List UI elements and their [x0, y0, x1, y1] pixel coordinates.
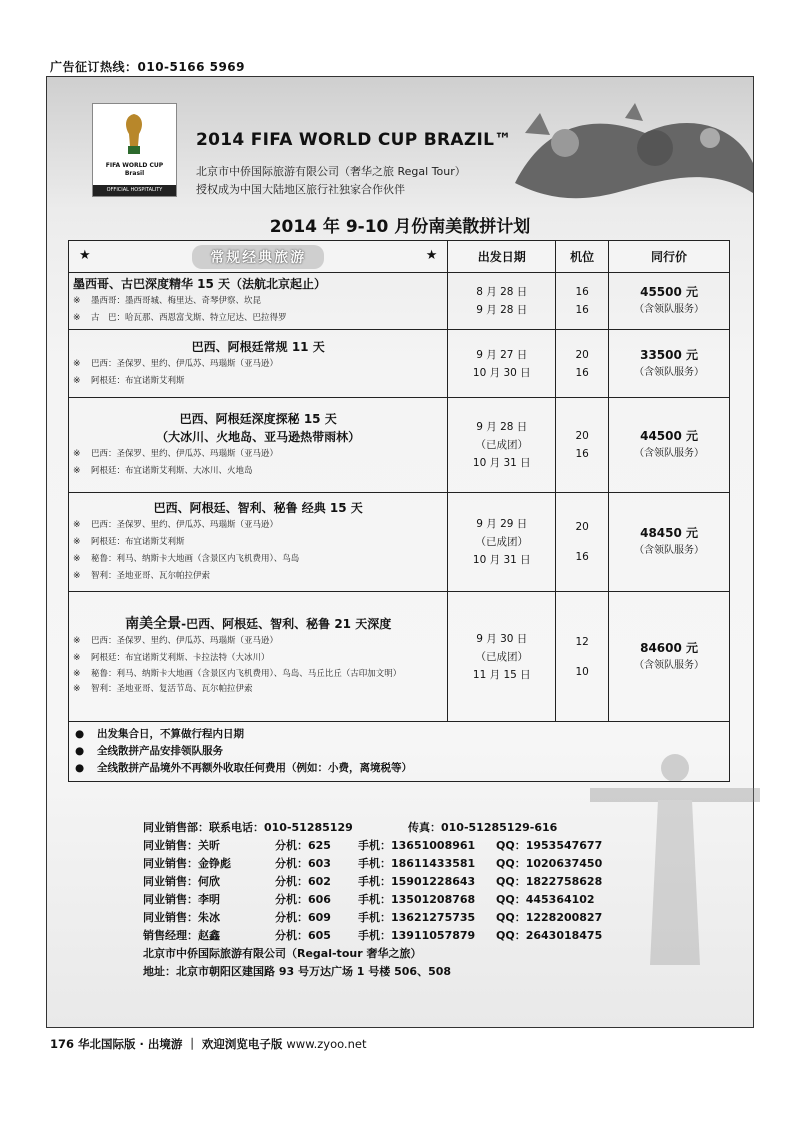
contact-row: 同业销售：朱冰 分机：609 手机：13621275735 QQ：1228200827 [143, 911, 603, 924]
world-cup-trophy-icon [121, 112, 147, 156]
city-line: ※ 古 巴：哈瓦那、西恩富戈斯、特立尼达、巴拉得罗 [73, 313, 287, 323]
route-title: 巴西、阿根廷常规 11 天 [191, 339, 325, 354]
table-header-row [69, 241, 730, 273]
logo-text-fifa: FIFA WORLD CUP [105, 162, 164, 169]
price-cell: 44500 元 （含领队服务） [609, 398, 730, 493]
route-cell [69, 592, 448, 722]
note-item: ● 出发集合日，不算做行程内日期 [75, 728, 244, 740]
dept-fax: 传真：010-51285129-616 [408, 821, 558, 834]
notes-row [69, 722, 730, 782]
contact-row: 同业销售：金铮彪 分机：603 手机：18611433581 QQ：1020637450 [143, 857, 603, 870]
logo-band: OFFICIAL HOSPITALITY [93, 185, 176, 196]
company-line: 北京市中侨国际旅游有限公司（奢华之旅 Regal Tour） [196, 165, 466, 178]
city-line: ※ 秘鲁：利马、纳斯卡大地画（含景区内飞机费用）、鸟岛、马丘比丘（古印加文明） [73, 669, 402, 679]
category-banner: 常规经典旅游 [192, 245, 324, 269]
route-cell [69, 398, 448, 493]
star-icon: ★ [79, 248, 91, 263]
date-cell: 9 月 27 日 10 月 30 日 [448, 330, 556, 398]
partner-line: 授权成为中国大陆地区旅行社独家合作伙伴 [196, 183, 405, 196]
city-line: ※ 智利：圣地亚哥、复活节岛、瓦尔帕拉伊索 [73, 684, 253, 694]
seats-cell: 20 16 [556, 493, 609, 592]
route-cell [69, 273, 448, 330]
company-name: 北京市中侨国际旅游有限公司（Regal-tour 奢华之旅） [143, 947, 422, 960]
route-title: 巴西、阿根廷、智利、秘鲁 经典 15 天 [153, 501, 363, 515]
footer-url[interactable]: www.zyoo.net [286, 1037, 367, 1051]
contact-row: 同业销售：关昕 分机：625 手机：13651008961 QQ：1953547677 [143, 839, 603, 852]
contact-row: 同业销售：李明 分机：606 手机：13501208768 QQ：445364102 [143, 893, 595, 906]
company-address: 地址：北京市朝阳区建国路 93 号万达广场 1 号楼 506、508 [143, 965, 452, 978]
table-row [69, 493, 730, 592]
ad-hotline: 广告征订热线：010-5166 5969 [50, 60, 246, 74]
col-header-price: 同行价 [609, 241, 730, 273]
date-cell: 9 月 28 日 （已成团） 10 月 31 日 [448, 398, 556, 493]
table-row [69, 592, 730, 722]
col-header-seats: 机位 [556, 241, 609, 273]
table-row [69, 273, 730, 330]
price-cell: 84600 元 （含领队服务） [609, 592, 730, 722]
route-subtitle: （大冰川、火地岛、亚马逊热带雨林） [156, 430, 361, 444]
date-cell: 9 月 30 日 （已成团） 11 月 15 日 [448, 592, 556, 722]
notes-cell [69, 722, 730, 782]
contact-block [143, 819, 623, 981]
footer-text: 176 华北国际版 · 出境游 ｜ 欢迎浏览电子版 [50, 1037, 287, 1051]
date-cell: 9 月 29 日 （已成团） 10 月 31 日 [448, 493, 556, 592]
city-line: ※ 阿根廷：布宜诺斯艾利斯 [73, 375, 185, 386]
note-item: ● 全线散拼产品境外不再额外收取任何费用（例如：小费，离境税等） [75, 762, 412, 774]
route-title: 巴西、阿根廷深度探秘 15 天 [179, 412, 337, 426]
city-line: ※ 智利：圣地亚哥、瓦尔帕拉伊索 [73, 571, 211, 581]
fifa-logo [92, 103, 177, 197]
star-icon: ★ [425, 248, 438, 263]
city-line: ※ 阿根廷：布宜诺斯艾利斯、卡拉法特（大冰川） [73, 653, 270, 663]
city-line: ※ 巴西：圣保罗、里约、伊瓜苏、玛瑙斯（亚马逊） [73, 358, 279, 369]
plan-title: 2014 年 9-10 月份南美散拼计划 [269, 217, 531, 237]
city-line: ※ 巴西：圣保罗、里约、伊瓜苏、玛瑙斯（亚马逊） [73, 636, 279, 646]
city-line: ※ 巴西：圣保罗、里约、伊瓜苏、玛瑙斯（亚马逊） [73, 449, 279, 459]
price-cell: 33500 元 （含领队服务） [609, 330, 730, 398]
seats-cell: 16 16 [556, 273, 609, 330]
table-row [69, 330, 730, 398]
note-item: ● 全线散拼产品安排领队服务 [75, 745, 223, 757]
tour-table [68, 240, 730, 782]
city-line: ※ 巴西：圣保罗、里约、伊瓜苏、玛瑙斯（亚马逊） [73, 520, 279, 530]
seats-cell: 12 10 [556, 592, 609, 722]
route-cell [69, 493, 448, 592]
city-line: ※ 墨西哥：墨西哥城、梅里达、奇琴伊察、坎昆 [73, 296, 262, 306]
col-header-date: 出发日期 [448, 241, 556, 273]
city-line: ※ 阿根廷：布宜诺斯艾利斯 [73, 537, 185, 547]
contact-row: 同业销售：何欣 分机：602 手机：15901228643 QQ：1822758628 [143, 875, 603, 888]
city-line: ※ 阿根廷：布宜诺斯艾利斯、大冰川、火地岛 [73, 466, 253, 476]
contact-dept-row [143, 819, 623, 837]
price-cell: 48450 元 （含领队服务） [609, 493, 730, 592]
route-title: 墨西哥、古巴深度精华 15 天（法航北京起止） [73, 277, 327, 291]
brazil-decoration-image [505, 103, 755, 213]
seats-cell: 20 16 [556, 330, 609, 398]
city-line: ※ 秘鲁：利马、纳斯卡大地画（含景区内飞机费用）、鸟岛 [73, 554, 300, 564]
contact-row: 销售经理：赵鑫 分机：605 手机：13911057879 QQ：2643018475 [143, 929, 603, 942]
table-row [69, 398, 730, 493]
route-title: 南美全景-巴西、阿根廷、智利、秘鲁 21 天深度 [125, 616, 392, 632]
world-cup-title: 2014 FIFA WORLD CUP BRAZIL™ [196, 130, 512, 150]
page-footer [50, 1036, 366, 1052]
route-cell [69, 330, 448, 398]
price-cell: 45500 元 （含领队服务） [609, 273, 730, 330]
logo-text-brasil: Brasil [124, 170, 145, 177]
date-cell: 8 月 28 日 9 月 28 日 [448, 273, 556, 330]
banner-cell [69, 241, 448, 273]
seats-cell: 20 16 [556, 398, 609, 493]
dept-phone: 同业销售部：联系电话：010-51285129 [143, 821, 353, 834]
